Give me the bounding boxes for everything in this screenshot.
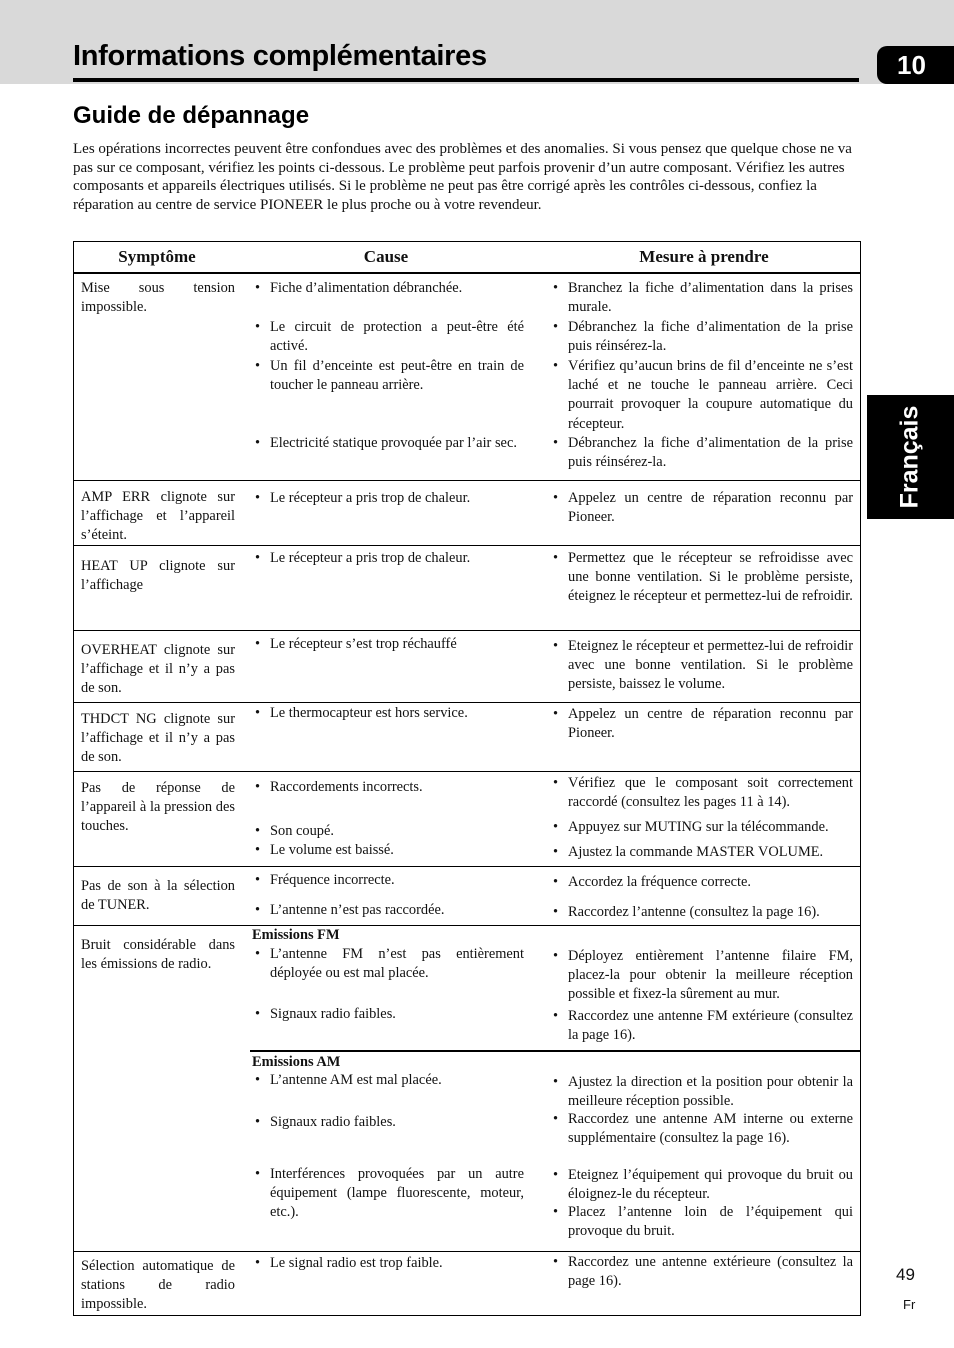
row-8-am-cause-3: • Interférences provoquées par un autre équipement (lampe fluorescente, moteur, etc.). <box>255 1166 524 1221</box>
row-6-measure-2: • Appuyez sur MUTING sur la télécommande. <box>553 819 829 835</box>
row-6-cause-2: • Son coupé. <box>255 823 334 839</box>
row-6-measure-1: • Vérifiez que le composant soit correctement raccordé (consultez les pages 11 à 14). <box>553 775 853 811</box>
row-4-symptom: OVERHEAT clignote sur l’affichage et il n’y a pas de son. <box>81 642 235 697</box>
row-5-cause-1: • Le thermocapteur est hors service. <box>255 705 468 721</box>
row-1-cause-3: • Un fil d’enceinte est peut-être en train de toucher le panneau arrière. <box>255 358 524 394</box>
row-divider <box>74 1251 860 1252</box>
intro-paragraph: Les opérations incorrectes peuvent être confondues avec des problèmes et des anomalies. Si vous pensez que quelque chose ne va pas sur ce composant, vérifiez les points ci-dessous. Le problème peut parfois provenir d’un autre composant. Vérifiez les autres composants et appareils électriques utilisés. Si le problème ne peut pas être corrigé après les contrôles ci-dessous, confiez la réparation au centre de service PIONEER le plus proche ou à votre revendeur. <box>73 141 852 213</box>
row-1-cause-2: • Le circuit de protection a peut-être été activé. <box>255 319 524 355</box>
row-1-measure-3: • Vérifiez qu’aucun brins de fil d’enceinte ne s’est laché et ne touche le panneau arrière. Ceci pourrait provoquer la coupure automatique du récepteur. <box>553 358 853 432</box>
row-9-measure-1: • Raccordez une antenne extérieure (consultez la page 16). <box>553 1254 853 1290</box>
col-header-cause: Cause <box>363 247 409 266</box>
row-divider <box>74 545 860 546</box>
row-5-measure-1: • Appelez un centre de réparation reconnu par Pioneer. <box>553 706 853 742</box>
col-header-symptom: Symptôme <box>118 247 196 266</box>
row-6-cause-3: • Le volume est baissé. <box>255 842 394 858</box>
row-6-cause-1: • Raccordements incorrects. <box>255 779 423 795</box>
fm-subheading: Emissions FM <box>252 927 340 943</box>
page-number: 49 <box>896 1265 915 1284</box>
row-divider <box>74 480 860 481</box>
row-divider <box>74 702 860 703</box>
row-1-measure-2: • Débranchez la fiche d’alimentation de la prise puis réinsérez-la. <box>553 319 853 355</box>
row-divider <box>74 866 860 867</box>
page-language-code: Fr <box>903 1297 916 1312</box>
row-8-am-measure-2: • Raccordez une antenne AM interne ou externe supplémentaire (consultez la page 16). <box>553 1111 853 1147</box>
language-side-tab <box>867 395 954 519</box>
header-divider <box>74 272 860 274</box>
section-title: Guide de dépannage <box>73 102 310 129</box>
chapter-number-badge: 10 <box>877 46 954 84</box>
row-2-measure-1: • Appelez un centre de réparation reconnu par Pioneer. <box>553 490 853 526</box>
row-2-cause-1: • Le récepteur a pris trop de chaleur. <box>255 490 471 506</box>
row-1-cause-1: • Fiche d’alimentation débranchée. <box>255 280 463 296</box>
row-7-measure-2: • Raccordez l’antenne (consultez la page 16). <box>553 904 820 920</box>
row-divider <box>74 925 860 926</box>
am-subheading: Emissions AM <box>252 1054 341 1070</box>
fm-am-divider <box>250 1050 860 1052</box>
row-7-measure-1: • Accordez la fréquence correcte. <box>553 874 751 890</box>
row-3-symptom: HEAT UP clignote sur l’affichage <box>81 558 235 594</box>
row-8-am-cause-2: • Signaux radio faibles. <box>255 1114 396 1130</box>
row-1-cause-4: • Electricité statique provoquée par l’air sec. <box>255 435 517 451</box>
row-1-measure-1: • Branchez la fiche d’alimentation dans la prises murale. <box>553 280 853 316</box>
row-8-fm-cause-1: • L’antenne FM n’est pas entièrement déployée ou est mal placée. <box>255 946 524 982</box>
row-4-cause-1: • Le récepteur s’est trop réchauffé <box>255 636 457 652</box>
row-3-measure-1: • Permettez que le récepteur se refroidisse avec une bonne ventilation. Si le problème persiste, éteignez le récepteur et permettez-lui de refroidir. <box>553 550 853 605</box>
row-4-measure-1: • Eteignez le récepteur et permettez-lui de refroidir avec une bonne ventilation. Si le problème persiste, baissez le volume. <box>553 638 853 693</box>
header-rule <box>73 78 859 82</box>
row-9-cause-1: • Le signal radio est trop faible. <box>255 1255 443 1271</box>
row-5-symptom: THDCT NG clignote sur l’affichage et il n’y a pas de son. <box>81 711 235 766</box>
row-8-fm-measure-1: • Déployez entièrement l’antenne filaire FM, placez-la pour obtenir la meilleure réception possible et fixez-la sûrement au mur. <box>553 948 853 1003</box>
row-8-am-measure-4: • Placez l’antenne loin de l’équipement qui provoque du bruit. <box>553 1204 853 1240</box>
row-9-symptom: Sélection automatique de stations de radio impossible. <box>81 1258 235 1313</box>
row-1-symptom: Mise sous tension impossible. <box>81 280 235 316</box>
language-tab-label: Français <box>895 405 924 509</box>
row-2-symptom: AMP ERR clignote sur l’affichage et l’appareil s’éteint. <box>81 489 235 544</box>
row-7-cause-1: • Fréquence incorrecte. <box>255 872 395 888</box>
row-6-symptom: Pas de réponse de l’appareil à la pression des touches. <box>81 780 235 835</box>
row-1-measure-4: • Débranchez la fiche d’alimentation de la prise puis réinsérez-la. <box>553 435 853 471</box>
row-8-symptom: Bruit considérable dans les émissions de radio. <box>81 937 235 973</box>
chapter-title: Informations complémentaires <box>73 40 487 72</box>
row-8-fm-measure-2: • Raccordez une antenne FM extérieure (consultez la page 16). <box>553 1008 853 1044</box>
row-8-am-measure-1: • Ajustez la direction et la position pour obtenir la meilleure réception possible. <box>553 1074 853 1110</box>
row-7-cause-2: • L’antenne n’est pas raccordée. <box>255 902 445 918</box>
row-divider <box>74 771 860 772</box>
row-divider <box>74 630 860 631</box>
troubleshooting-table <box>73 241 861 1316</box>
row-8-fm-cause-2: • Signaux radio faibles. <box>255 1006 396 1022</box>
row-8-am-cause-1: • L’antenne AM est mal placée. <box>255 1072 442 1088</box>
row-3-cause-1: • Le récepteur a pris trop de chaleur. <box>255 550 471 566</box>
row-8-am-measure-3: • Eteignez l’équipement qui provoque du bruit ou éloignez-le du récepteur. <box>553 1167 853 1203</box>
col-header-measure: Mesure à prendre <box>639 247 769 266</box>
row-6-measure-3: • Ajustez la commande MASTER VOLUME. <box>553 844 824 860</box>
row-7-symptom: Pas de son à la sélection de TUNER. <box>81 878 235 914</box>
